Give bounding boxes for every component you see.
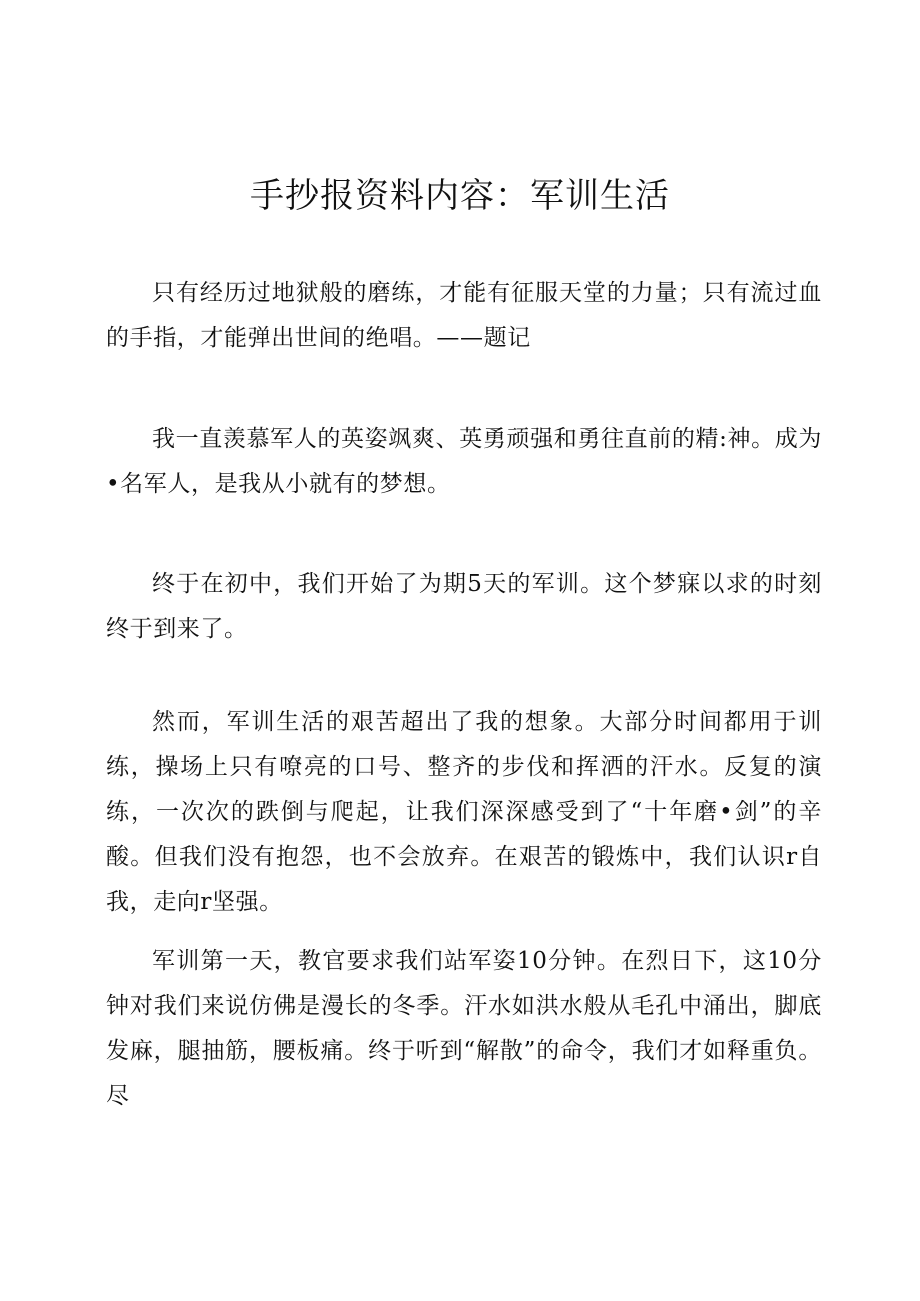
paragraph-hardship: 然而，军训生活的艰苦超出了我的想象。大部分时间都用于训练，操场上只有嘹亮的口号、整齐的步伐和挥洒的汗水。反复的演练，一次次的跌倒与爬起，让我们深深感受到了“十年磨•剑”的辛酸。但我们没有抱怨，也不会放弃。在艰苦的锻炼中，我们认识r自我，走向r坚强。 bbox=[106, 709, 822, 915]
paragraph-training-start: 终于在初中，我们开始了为期5天的军训。这个梦寐以求的时刻终于到来了。 bbox=[106, 571, 822, 642]
paragraph-dream: 我一直羡慕军人的英姿飒爽、英勇顽强和勇往直前的精:神。成为•名军人，是我从小就有的梦想。 bbox=[106, 426, 822, 497]
paragraph-epigraph: 只有经历过地狱般的磨练，才能有征服天堂的力量；只有流过血的手指，才能弹出世间的绝唱。——题记 bbox=[106, 280, 822, 351]
document-title: 手抄报资料内容：军训生活 bbox=[250, 176, 670, 216]
paragraph-first-day: 军训第一天，教官要求我们站军姿10分钟。在烈日下，这10分钟对我们来说仿佛是漫长的冬季。汗水如洪水般从毛孔中涌出，脚底发麻，腿抽筋，腰板痛。终于听到“解散”的命令，我们才如释重负。尽 bbox=[106, 948, 822, 1109]
